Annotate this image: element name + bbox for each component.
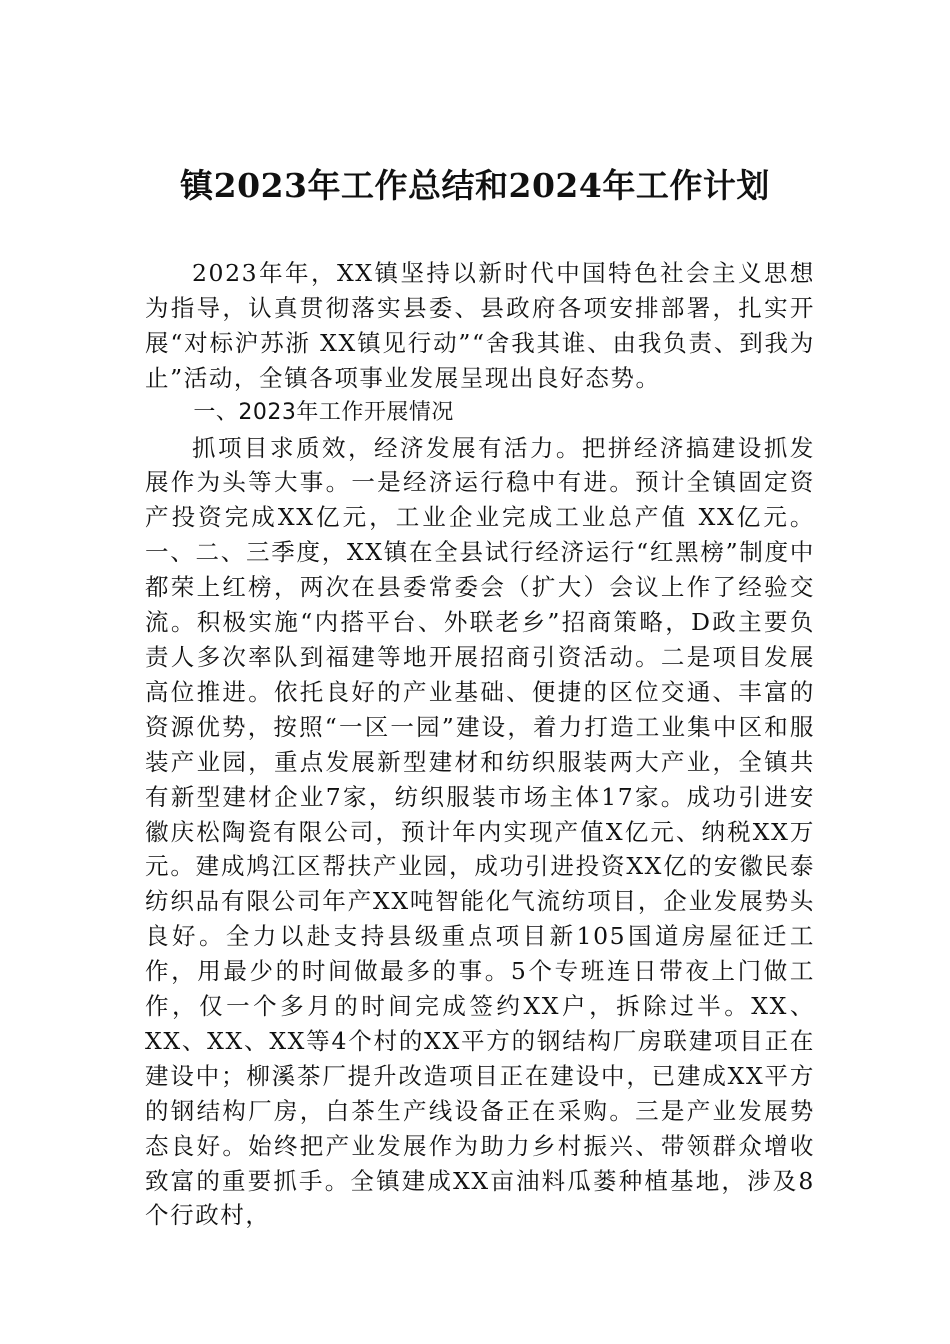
body-paragraph: 抓项目求质效，经济发展有活力。把拼经济搞建设抓发展作为头等大事。一是经济运行稳中有进。预计全镇固定资产投资完成XX亿元，工业企业完成工业总产值 XX亿元。一、二、三季度，XX镇在全县试行经济运行“红黑榜”制度中都荣上红榜，两次在县委常委会（扩大）会议上作了经验交流。积极实施“内搭平台、外联老乡”招商策略，D政主要负责人多次率队到福建等地开展招商引资活动。二是项目发展高位推进。依托良好的产业基础、便捷的区位交通、丰富的资源优势，按照“一区一园”建设，着力打造工业集中区和服装产业园，重点发展新型建材和纺织服装两大产业，全镇共有新型建材企业7家，纺织服装市场主体17家。成功引进安徽庆松陶瓷有限公司，预计年内实现产值X亿元、纳税XX万元。建成鸠江区帮扶产业园，成功引进投资XX亿的安徽民泰纺织品有限公司年产XX吨智能化气流纺项目，企业发展势头良好。全力以赴支持县级重点项目新105国道房屋征迁工作，用最少的时间做最多的事。5个专班连日带夜上门做工作，仅一个多月的时间完成签约XX户，拆除过半。XX、XX、XX、XX等4个村的XX平方的钢结构厂房联建项目正在建设中；柳溪茶厂提升改造项目正在建设中，已建成XX平方的钢结构厂房，白茶生产线设备正在采购。三是产业发展势态良好。始终把产业发展作为助力乡村振兴、带领群众增收致富的重要抓手。全镇建成XX亩油料瓜蒌种植基地，涉及8个行政村， [145, 433, 815, 1230]
section-heading: 一、2023年工作开展情况 [193, 399, 454, 425]
intro-paragraph: 2023年年，XX镇坚持以新时代中国特色社会主义思想为指导，认真贯彻落实县委、县政府各项安排部署，扎实开展“对标沪苏浙 XX镇见行动”“舍我其谁、由我负责、到我为止”活动，全镇各项事业发展呈现出良好态势。 [145, 259, 815, 392]
document-title: 镇2023年工作总结和2024年工作计划 [180, 166, 770, 205]
document-body [145, 256, 815, 1233]
